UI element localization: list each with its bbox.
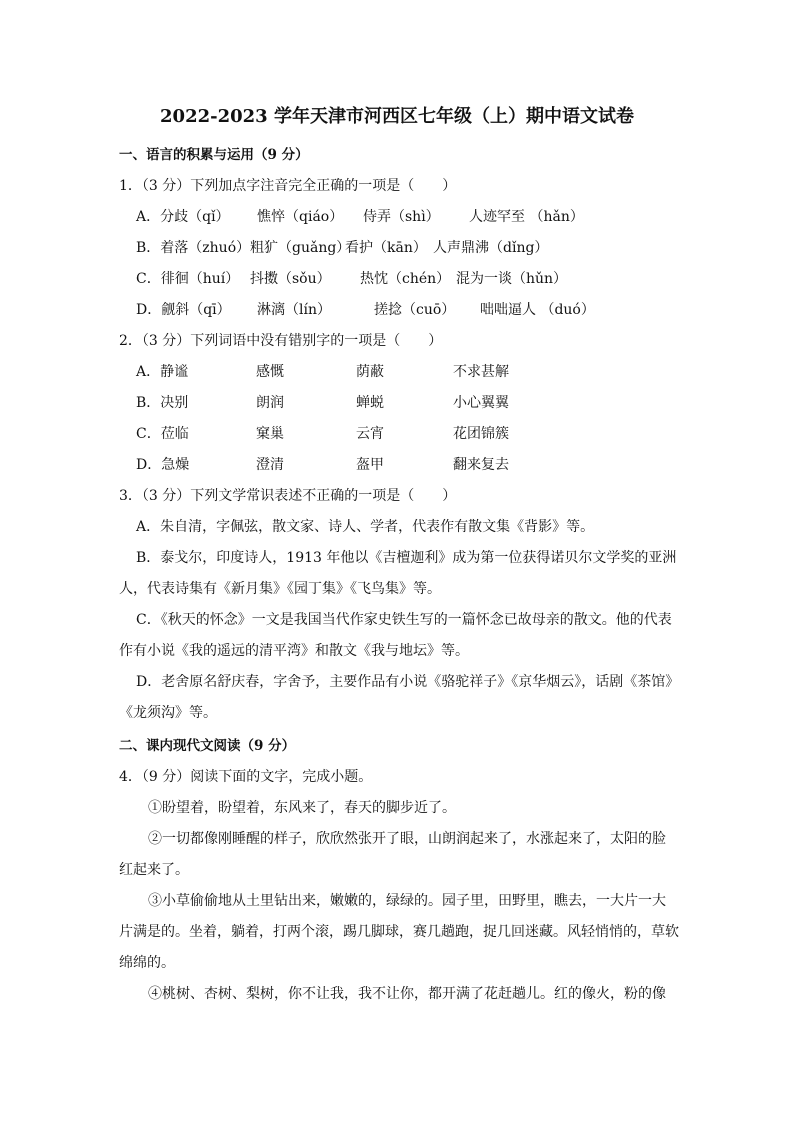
q1-a-item-1: A．分歧（qǐ）: [136, 209, 230, 225]
passage-paragraph-3-line-1: ③小草偷偷地从土里钻出来，嫩嫩的，绿绿的。园子里，田野里，瞧去，一大片一大: [148, 893, 666, 909]
exam-title: 2022-2023 学年天津市河西区七年级（上）期中语文试卷: [160, 106, 634, 127]
q1-d-item-3: 搓捻（cuō）: [374, 302, 456, 318]
passage-paragraph-1: ①盼望着，盼望着，东风来了，春天的脚步近了。: [148, 800, 456, 816]
q1-b-item-3: 看护（kān）: [345, 240, 427, 256]
q2-b-item-1: B．决别: [136, 395, 189, 411]
q1-a-item-4: 人迹罕至 （hǎn）: [469, 209, 584, 225]
section-heading-1: 一、语言的积累与运用（9 分）: [119, 147, 309, 163]
q2-d-item-2: 澄清: [256, 457, 284, 473]
q2-a-item-3: 荫蔽: [356, 364, 384, 380]
question-3-option-b-line-1: B．泰戈尔，印度诗人，1913 年他以《吉檀迦利》成为第一位获得诺贝尔文学奖的亚洲: [136, 550, 677, 566]
q2-c-item-4: 花团锦簇: [453, 426, 509, 442]
passage-paragraph-3-line-2: 片满是的。坐着，躺着，打两个滚，踢几脚球，赛几趟跑，捉几回迷藏。风轻悄悄的，草软: [119, 924, 679, 940]
q1-a-item-3: 侍弄（shì）: [363, 209, 440, 225]
q2-b-item-4: 小心翼翼: [453, 395, 509, 411]
question-3-option-b-line-2: 人，代表诗集有《新月集》《园丁集》《飞鸟集》等。: [119, 581, 441, 597]
q2-c-item-1: C．莅临: [136, 426, 189, 442]
section-heading-2: 二、课内现代文阅读（9 分）: [119, 738, 296, 754]
question-2-option-a: [136, 362, 696, 382]
question-2-option-b: [136, 393, 696, 413]
q2-b-item-3: 蝉蜕: [356, 395, 384, 411]
q1-d-item-4: 咄咄逼人 （duó）: [480, 302, 595, 318]
q2-d-item-3: 盔甲: [356, 457, 384, 473]
question-1-option-c: [136, 269, 696, 289]
question-3-option-d-line-1: D．老舍原名舒庆春，字舍予，主要作品有小说《骆驼祥子》《京华烟云》，话剧《茶馆》: [136, 674, 680, 690]
q2-d-item-1: D．急燥: [136, 457, 190, 473]
q2-a-item-2: 感慨: [256, 364, 284, 380]
question-1-option-d: [136, 300, 696, 320]
q2-c-item-2: 窠巢: [256, 426, 284, 442]
q1-c-item-4: 混为一谈（hǔn）: [456, 271, 568, 287]
q1-c-item-3: 热忱（chén）: [360, 271, 451, 287]
question-4-stem: 4．（9 分）阅读下面的文字，完成小题。: [119, 769, 373, 785]
question-3-option-a: A．朱自清，字佩弦，散文家、诗人、学者，代表作有散文集《背影》等。: [136, 519, 595, 535]
q2-c-item-3: 云宵: [356, 426, 384, 442]
q2-a-item-4: 不求甚解: [453, 364, 509, 380]
q2-b-item-2: 朗润: [256, 395, 284, 411]
question-1-stem: 1．（3 分）下列加点字注音完全正确的一项是（ ）: [119, 178, 457, 194]
question-2-stem: 2．（3 分）下列词语中没有错别字的一项是（ ）: [119, 333, 443, 349]
q1-d-item-1: D．觎斜（qī）: [136, 302, 231, 318]
q1-b-item-4: 人声鼎沸（dǐng）: [433, 240, 549, 256]
question-2-option-d: [136, 455, 696, 475]
question-3-option-c-line-2: 作有小说《我的遥远的清平湾》和散文《我与地坛》等。: [119, 643, 469, 659]
q1-a-item-2: 憔悴（qiáo）: [257, 209, 344, 225]
passage-paragraph-2-line-2: 红起来了。: [119, 862, 189, 878]
q1-c-item-2: 抖擞（sǒu）: [250, 271, 331, 287]
q2-a-item-1: A．静谧: [136, 364, 189, 380]
question-3-option-d-line-2: 《龙须沟》等。: [119, 705, 217, 721]
passage-paragraph-4-line-1: ④桃树、杏树、梨树，你不让我，我不让你，都开满了花赶趟儿。红的像火，粉的像: [148, 986, 666, 1002]
question-3-option-c-line-1: C．《秋天的怀念》一文是我国当代作家史铁生写的一篇怀念已故母亲的散文。他的代表: [136, 612, 672, 628]
passage-paragraph-3-line-3: 绵绵的。: [119, 955, 175, 971]
q1-b-item-2: 粗犷（guǎng）: [250, 240, 351, 256]
q1-d-item-2: 淋漓（lín）: [257, 302, 331, 318]
question-1-option-a: [136, 207, 696, 227]
q1-b-item-1: B．着落（zhuó）: [136, 240, 251, 256]
question-1-option-b: [136, 238, 696, 258]
question-3-stem: 3．（3 分）下列文学常识表述不正确的一项是（ ）: [119, 488, 457, 504]
passage-paragraph-2-line-1: ②一切都像刚睡醒的样子，欣欣然张开了眼，山朗润起来了，水涨起来了，太阳的脸: [148, 831, 666, 847]
question-2-option-c: [136, 424, 696, 444]
q2-d-item-4: 翻来复去: [453, 457, 509, 473]
q1-c-item-1: C．徘徊（huí）: [136, 271, 240, 287]
